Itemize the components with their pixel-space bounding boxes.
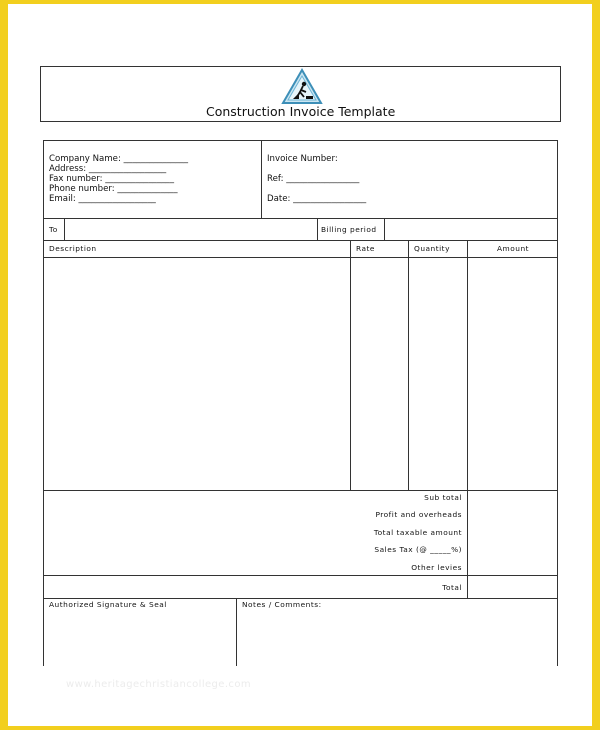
total-label: Total <box>442 583 462 592</box>
invoice-number-field: Invoice Number: <box>267 154 338 164</box>
invoice-page <box>8 4 592 726</box>
fax-number-field: Fax number: ________________ <box>49 174 175 184</box>
rate-column-line <box>350 240 351 490</box>
taxable-amount-label: Total taxable amount <box>373 528 462 537</box>
to-label: To <box>49 225 58 234</box>
sub-total-label: Sub total <box>424 493 462 502</box>
to-divider <box>64 218 65 240</box>
sales-tax-label: Sales Tax (@ _____%) <box>374 545 462 554</box>
construction-warning-sign-icon <box>280 68 324 106</box>
row-line <box>43 257 558 258</box>
quantity-column-line <box>408 240 409 490</box>
date-field: Date: _________________ <box>267 194 367 204</box>
period-value-divider <box>384 218 385 240</box>
period-divider <box>317 218 318 240</box>
row-line <box>43 240 558 241</box>
address-field: Address: __________________ <box>49 164 167 174</box>
ref-field: Ref: _________________ <box>267 174 360 184</box>
footer-divider <box>236 598 237 666</box>
row-line <box>43 218 558 219</box>
page-title: Construction Invoice Template <box>206 104 396 119</box>
email-field: Email: __________________ <box>49 194 156 204</box>
billing-period-label: Billing period <box>321 225 377 234</box>
company-name-field: Company Name: _______________ <box>49 154 189 164</box>
watermark: www.heritagechristiancollege.com <box>66 679 251 690</box>
phone-number-field: Phone number: ______________ <box>49 184 178 194</box>
amount-header: Amount <box>497 244 530 253</box>
rate-header: Rate <box>356 244 375 253</box>
row-line <box>43 490 558 491</box>
amount-column-line <box>467 240 468 598</box>
row-line <box>43 598 558 599</box>
notes-label: Notes / Comments: <box>242 600 322 609</box>
row-line <box>43 575 558 576</box>
profit-overheads-label: Profit and overheads <box>375 510 462 519</box>
description-header: Description <box>49 244 97 253</box>
quantity-header: Quantity <box>414 244 450 253</box>
other-levies-label: Other levies <box>411 563 462 572</box>
info-divider <box>261 140 262 218</box>
signature-label: Authorized Signature & Seal <box>49 600 167 609</box>
